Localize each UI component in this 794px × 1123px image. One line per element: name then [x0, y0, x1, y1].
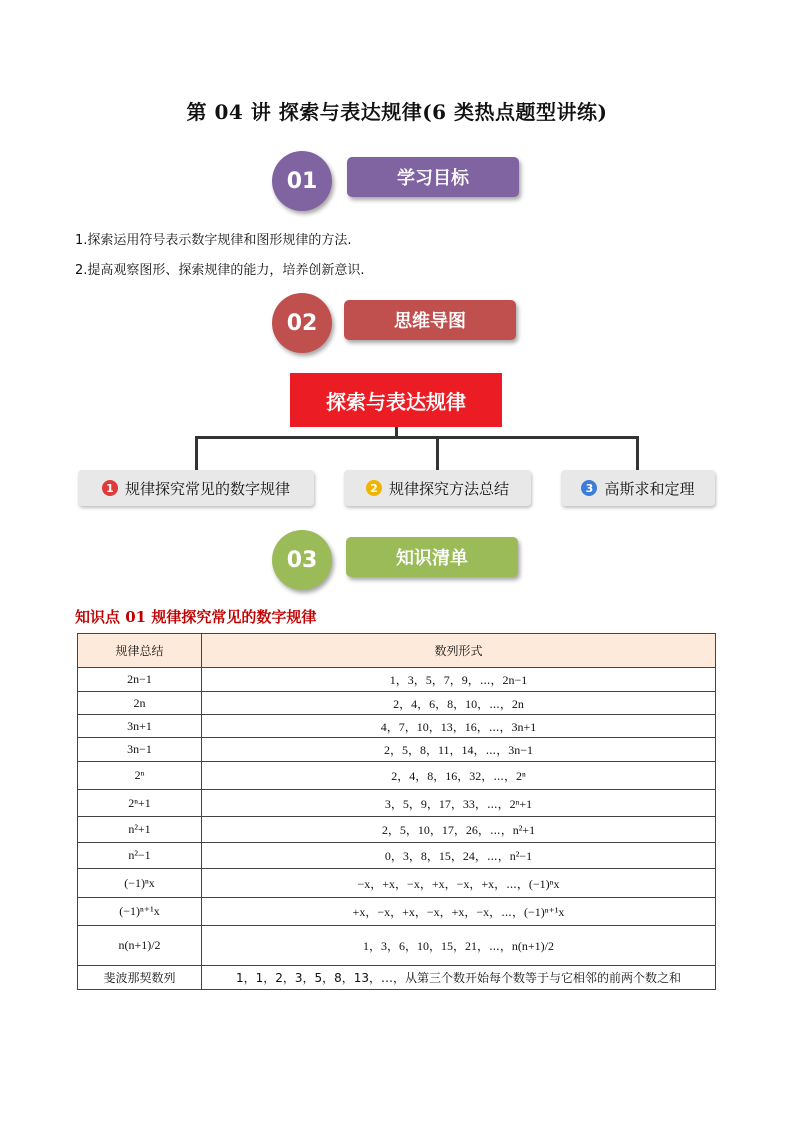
number-3-icon: 3 — [581, 480, 597, 496]
table-cell: 3，5，9，17，33，⋯，2ⁿ+1 — [202, 790, 716, 817]
knowledge-point-heading: 知识点 01 规律探究常见的数字规律 — [75, 608, 317, 626]
table-cell: n²−1 — [78, 843, 202, 869]
section-heading — [346, 537, 518, 577]
table-row — [78, 926, 716, 966]
section-heading-label: 知识清单 — [396, 548, 468, 569]
section-heading-label: 思维导图 — [394, 311, 466, 332]
table-row — [78, 715, 716, 738]
mindmap-node-label: 高斯求和定理 — [604, 479, 695, 498]
section-number-badge — [272, 530, 332, 590]
table-row — [78, 692, 716, 715]
mindmap-node — [344, 470, 531, 506]
goal-item: 1.探索运用符号表示数字规律和图形规律的方法. — [75, 233, 352, 248]
mindmap-node-label: 规律探究方法总结 — [388, 479, 509, 498]
table-cell: (−1)ⁿ⁺¹x — [78, 898, 202, 926]
table-cell: 0，3，8，15，24，⋯，n²−1 — [202, 843, 716, 869]
table-row — [78, 898, 716, 926]
goal-item: 2.提高观察图形、探索规律的能力，培养创新意识. — [75, 263, 365, 278]
mindmap-connector — [195, 436, 639, 439]
table-cell: (−1)ⁿx — [78, 869, 202, 898]
table-cell: n²+1 — [78, 817, 202, 843]
table-header-row — [78, 634, 716, 668]
mindmap-connector — [195, 436, 198, 470]
section-heading — [344, 300, 516, 340]
section-number-badge — [272, 151, 332, 211]
section-heading-label: 学习目标 — [397, 168, 469, 189]
table-row — [78, 668, 716, 692]
table-cell: 2n — [78, 692, 202, 715]
table-row — [78, 790, 716, 817]
table-cell: 4，7，10，13，16，⋯，3n+1 — [202, 715, 716, 738]
table-cell: 3n−1 — [78, 738, 202, 762]
table-cell: +x，−x，+x，−x，+x，−x，⋯，(−1)ⁿ⁺¹x — [202, 898, 716, 926]
pattern-table — [77, 633, 716, 990]
table-cell: 2ⁿ+1 — [78, 790, 202, 817]
table-cell: 1，3，6，10，15，21，⋯，n(n+1)/2 — [202, 926, 716, 966]
table-cell: n(n+1)/2 — [78, 926, 202, 966]
table-cell: −x，+x，−x，+x，−x，+x，⋯，(−1)ⁿx — [202, 869, 716, 898]
page-title: 第 04 讲 探索与表达规律(6 类热点题型讲练) — [186, 100, 608, 124]
table-cell: 2，4，6，8，10，⋯，2n — [202, 692, 716, 715]
table-cell: 1，1，2，3，5，8，13，…，从第三个数开始每个数等于与它相邻的前两个数之和 — [202, 966, 716, 990]
mindmap-connector — [436, 436, 439, 470]
table-header-cell: 规律总结 — [78, 634, 202, 668]
mindmap-root: 探索与表达规律 — [290, 373, 502, 427]
table-header-cell: 数列形式 — [202, 634, 716, 668]
table-row — [78, 817, 716, 843]
table-cell: 斐波那契数列 — [78, 966, 202, 990]
table-cell: 2ⁿ — [78, 762, 202, 790]
table-row — [78, 966, 716, 990]
mindmap-node — [78, 470, 314, 506]
mindmap-connector — [636, 436, 639, 470]
table-row — [78, 843, 716, 869]
section-heading — [347, 157, 519, 197]
table-row — [78, 762, 716, 790]
table-row — [78, 738, 716, 762]
number-2-icon: 2 — [366, 480, 382, 496]
number-1-icon: 1 — [102, 480, 118, 496]
table-cell: 1，3，5，7，9，⋯，2n−1 — [202, 668, 716, 692]
table-cell: 3n+1 — [78, 715, 202, 738]
mindmap-node — [561, 470, 715, 506]
section-number-badge — [272, 293, 332, 353]
table-cell: 2，5，8，11，14，⋯，3n−1 — [202, 738, 716, 762]
mindmap-node-label: 规律探究常见的数字规律 — [124, 479, 290, 498]
section-number: 02 — [286, 310, 318, 336]
table-cell: 2，4，8，16，32，⋯，2ⁿ — [202, 762, 716, 790]
section-number: 03 — [286, 547, 318, 573]
section-number: 01 — [286, 168, 318, 194]
table-row — [78, 869, 716, 898]
table-cell: 2n−1 — [78, 668, 202, 692]
table-cell: 2，5，10，17，26，⋯，n²+1 — [202, 817, 716, 843]
